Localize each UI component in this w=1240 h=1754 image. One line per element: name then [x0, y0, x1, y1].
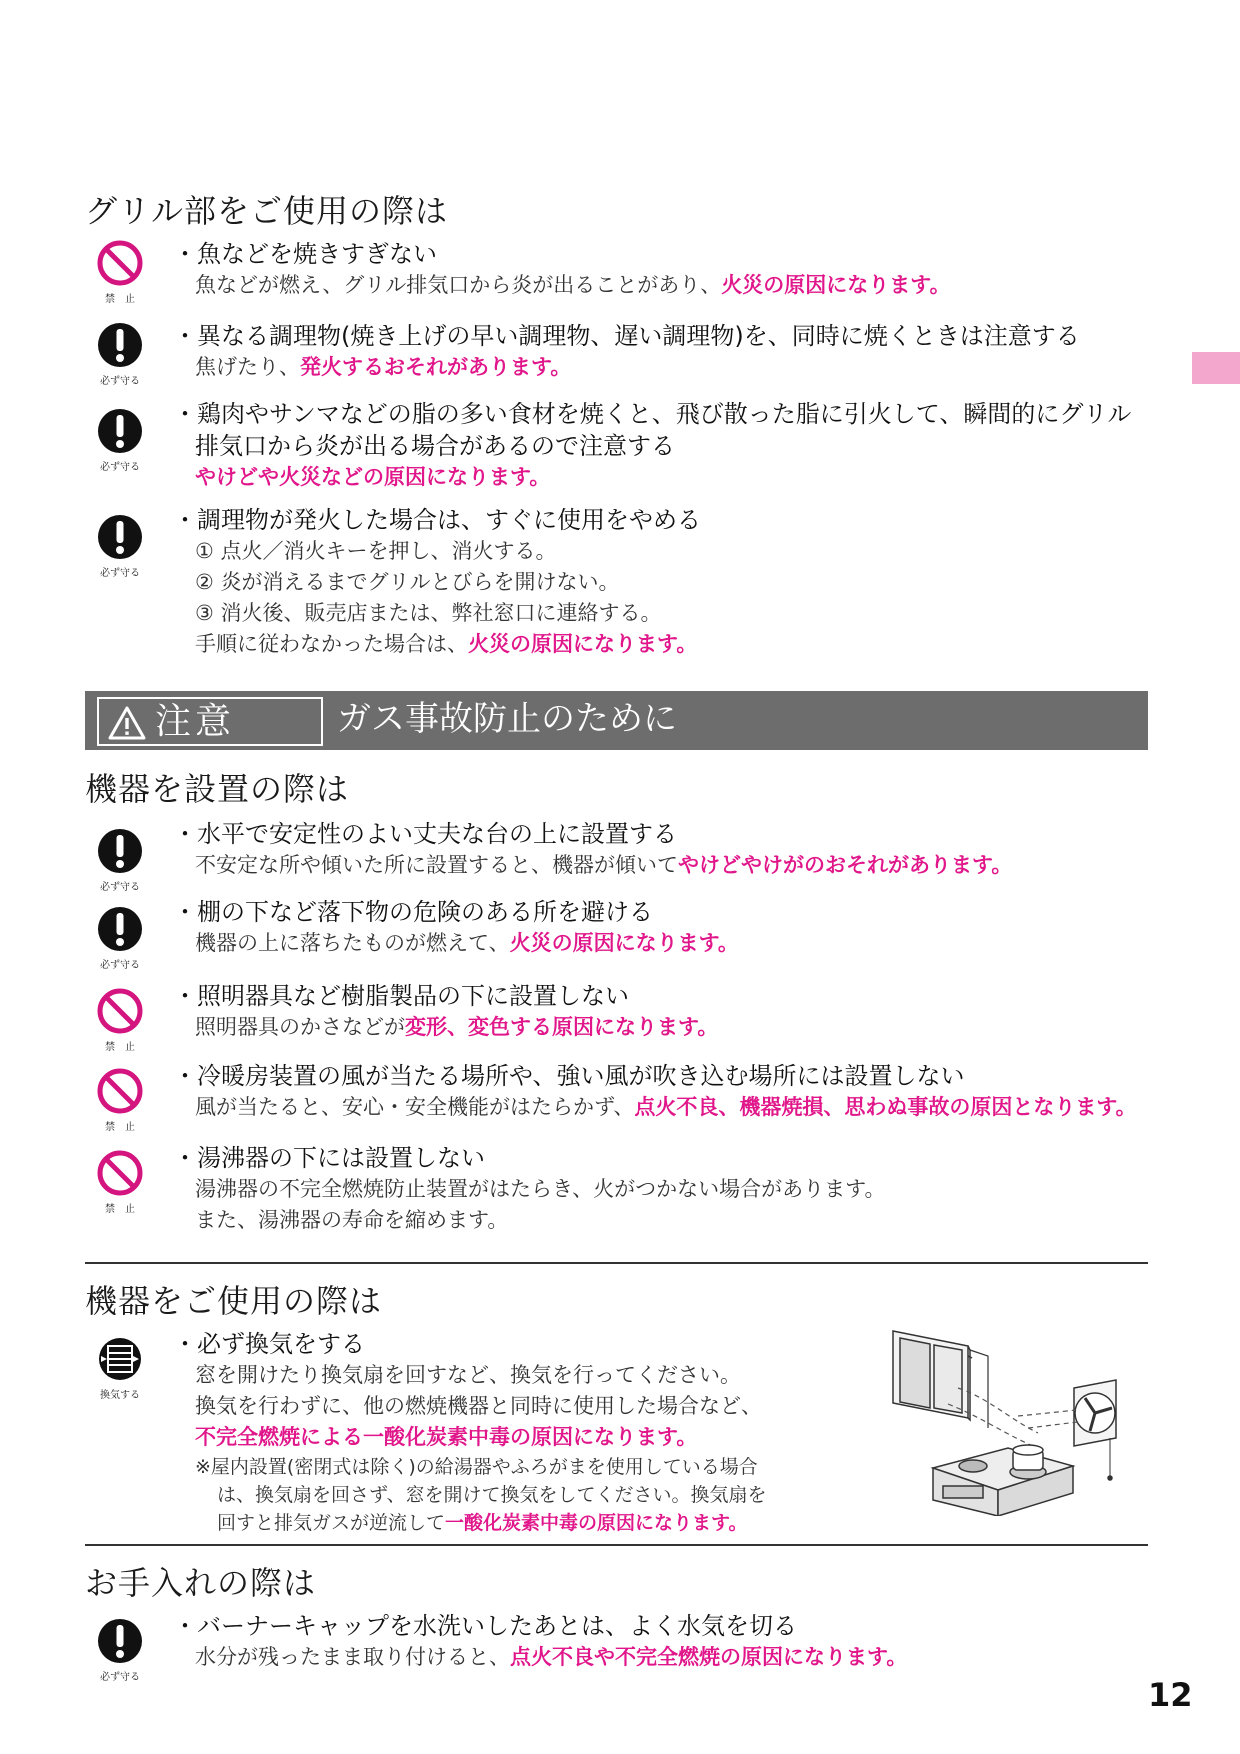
warning-text: 火災の原因になります。	[509, 931, 739, 955]
window-icon	[893, 1331, 972, 1420]
item-text: 湯沸器の不完全燃焼防止装置がはたらき、火がつかない場合があります。	[195, 1177, 886, 1201]
mandatory-icon	[95, 406, 145, 456]
warning-text: 発火するおそれがあります。	[300, 355, 572, 379]
item-text: 水分が残ったまま取り付けると、点火不良や不完全燃焼の原因になります。	[195, 1645, 908, 1669]
step-3: ③ 消火後、販売店または、弊社窓口に連絡する。	[195, 601, 662, 625]
item-text	[173, 462, 1173, 493]
item-heading: ・鶏肉やサンマなどの脂の多い食材を焼くと、飛び散った脂に引火して、瞬間的にグリル	[173, 400, 1132, 428]
caution-banner	[85, 691, 1148, 750]
section-divider	[85, 1262, 1148, 1264]
gas-stove-icon	[933, 1445, 1073, 1516]
exhaust-fan-icon	[1074, 1380, 1116, 1480]
item-heading: ・水平で安定性のよい丈夫な台の上に設置する	[173, 820, 677, 848]
prohibition-icon	[95, 1148, 145, 1198]
item-heading: ・棚の下など落下物の危険のある所を避ける	[173, 898, 653, 926]
warning-text: 点火不良、機器焼損、思わぬ事故の原因となります。	[634, 1095, 1137, 1119]
item-text: 照明器具のかさなどが変形、変色する原因になります。	[195, 1015, 719, 1039]
warning-text: 点火不良や不完全燃焼の原因になります。	[510, 1645, 908, 1669]
section-divider	[85, 1544, 1148, 1546]
warning-text: やけどやけがのおそれがあります。	[678, 853, 1013, 877]
item-text: また、湯沸器の寿命を縮めます。	[195, 1208, 509, 1232]
item-heading: ・必ず換気をする	[173, 1330, 365, 1358]
banner-title: ガス事故防止のために	[337, 699, 677, 739]
warning-triangle-icon	[107, 705, 147, 741]
step-2: ② 炎が消えるまでグリルとびらを開けない。	[195, 570, 620, 594]
icon-caption: 必ず守る	[100, 882, 140, 893]
warning-text: 火災の原因になります。	[468, 632, 698, 656]
icon-caption: 禁 止	[105, 294, 135, 305]
mandatory-icon	[95, 904, 145, 954]
icon-caption: 必ず守る	[100, 1672, 140, 1683]
section-title-install: 機器を設置の際は	[85, 770, 350, 808]
item-heading: ・魚などを焼きすぎない	[173, 240, 437, 268]
warning-text: 火災の原因になります。	[721, 273, 951, 297]
item-text: 換気を行わずに、他の燃焼機器と同時に使用した場合など、	[195, 1394, 762, 1418]
mandatory-icon	[95, 1616, 145, 1666]
item-heading: ・異なる調理物(焼き上げの早い調理物、遅い調理物)を、同時に焼くときは注意する	[173, 322, 1080, 350]
item-text: 風が当たると、安心・安全機能がはたらかず、点火不良、機器焼損、思わぬ事故の原因となります。	[195, 1095, 1137, 1119]
note-line: 回すと排気ガスが逆流して一酸化炭素中毒の原因になります。	[217, 1512, 748, 1534]
note-line: ※屋内設置(密閉式は除く)の給湯器やふろがまを使用している場合	[195, 1456, 758, 1478]
icon-caption: 禁 止	[105, 1042, 135, 1053]
mandatory-icon	[95, 512, 145, 562]
prohibition-icon	[95, 1066, 145, 1116]
kitchen-ventilation-illustration	[888, 1328, 1128, 1516]
caution-label-box	[97, 697, 323, 746]
icon-caption: 禁 止	[105, 1204, 135, 1215]
warning-text: 不完全燃焼による一酸化炭素中毒の原因になります。	[195, 1425, 698, 1449]
prohibition-icon	[95, 238, 145, 288]
page-number: 12	[1148, 1676, 1193, 1714]
item-heading: ・バーナーキャップを水洗いしたあとは、よく水気を切る	[173, 1612, 797, 1640]
item-heading: ・照明器具など樹脂製品の下に設置しない	[173, 982, 629, 1010]
icon-caption: 必ず守る	[100, 568, 140, 579]
warning-text: 変形、変色する原因になります。	[405, 1015, 719, 1039]
mandatory-icon	[95, 320, 145, 370]
item-text: 魚などが燃え、グリル排気口から炎が出ることがあり、火災の原因になります。	[195, 273, 951, 297]
icon-caption: 換気する	[100, 1390, 140, 1401]
item-text: 焦げたり、発火するおそれがあります。	[195, 355, 572, 379]
warning-text: 一酸化炭素中毒の原因になります。	[445, 1512, 748, 1534]
icon-caption: 必ず守る	[100, 960, 140, 971]
section-title-care: お手入れの際は	[85, 1564, 317, 1602]
warning-text: やけどや火災などの原因になります。	[195, 465, 551, 489]
chapter-tab	[1192, 352, 1240, 384]
section-title-grill: グリル部をご使用の際は	[85, 192, 449, 230]
item-heading: ・調理物が発火した場合は、すぐに使用をやめる	[173, 506, 701, 534]
icon-caption: 必ず守る	[100, 376, 140, 387]
item-text: 不安定な所や傾いた所に設置すると、機器が傾いてやけどやけがのおそれがあります。	[195, 853, 1013, 877]
item-text: 窓を開けたり換気扇を回すなど、換気を行ってください。	[195, 1363, 741, 1387]
note-line: は、換気扇を回さず、窓を開けて換気をしてください。換気扇を	[217, 1484, 767, 1506]
icon-caption: 必ず守る	[100, 462, 140, 473]
section-title-use: 機器をご使用の際は	[85, 1282, 383, 1320]
icon-caption: 禁 止	[105, 1122, 135, 1133]
item-text: 手順に従わなかった場合は、火災の原因になります。	[195, 632, 698, 656]
prohibition-icon	[95, 986, 145, 1036]
item-heading: ・冷暖房装置の風が当たる場所や、強い風が吹き込む場所には設置しない	[173, 1062, 965, 1090]
item-heading-continued: 排気口から炎が出る場合があるので注意する	[195, 432, 675, 460]
mandatory-icon	[95, 826, 145, 876]
caution-label: 注意	[155, 701, 236, 742]
item-heading: ・湯沸器の下には設置しない	[173, 1144, 485, 1172]
step-1: ① 点火／消火キーを押し、消火する。	[195, 539, 557, 563]
ventilation-icon	[95, 1334, 145, 1384]
item-text: 機器の上に落ちたものが燃えて、火災の原因になります。	[195, 931, 739, 955]
